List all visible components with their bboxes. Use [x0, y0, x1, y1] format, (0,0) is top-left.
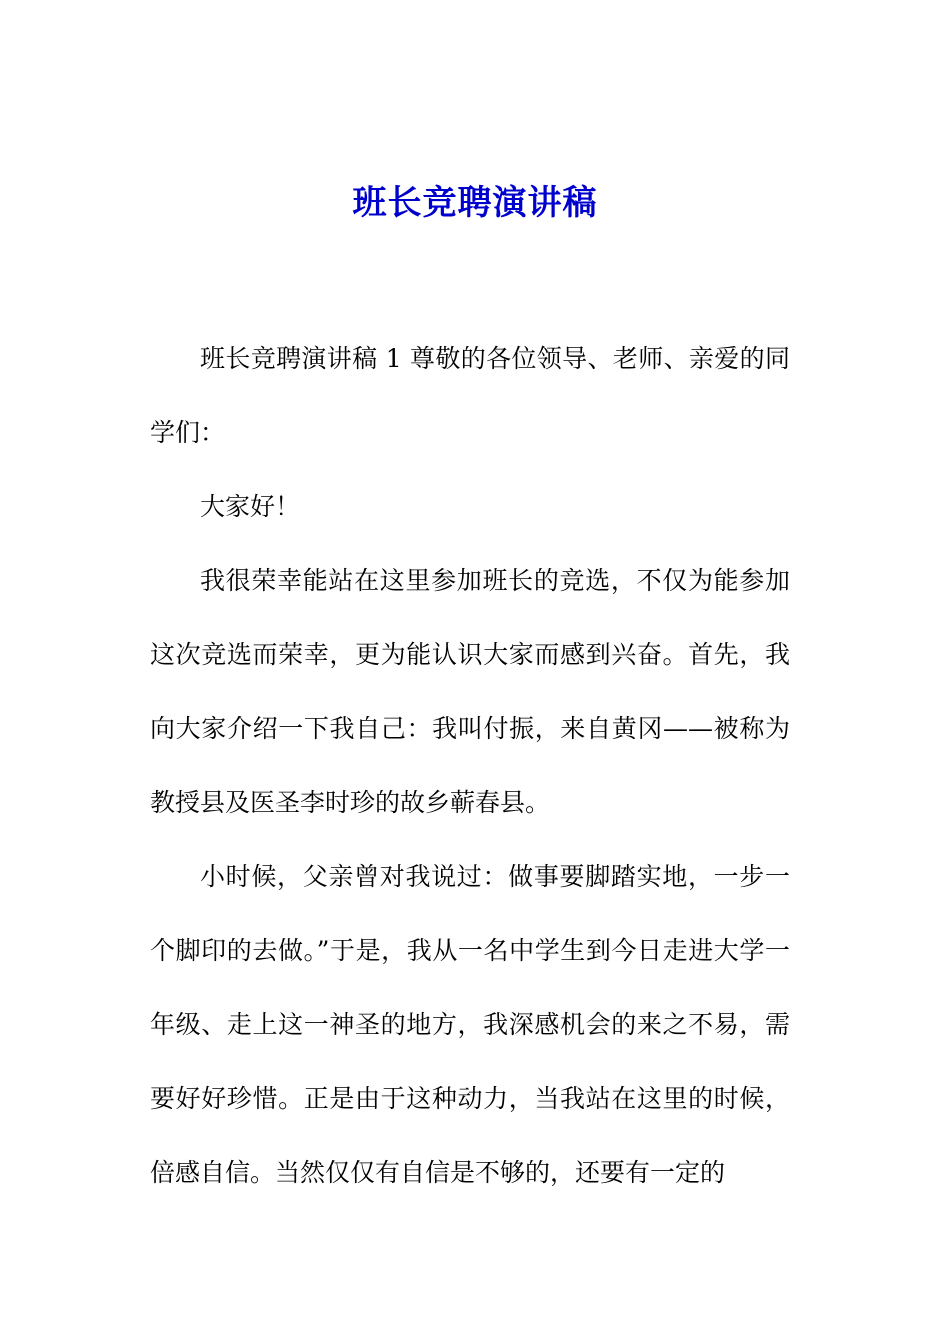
document-title: 班长竞聘演讲稿: [352, 183, 598, 223]
paragraph-hello: 大家好！: [200, 492, 301, 521]
paragraph-childhood: 小时候，父亲曾对我说过：做事要脚踏实地，一步一个脚印的去做。”于是，我从一名中学生到今日走进大学一年级、走上这一神圣的地方，我深感机会的来之不易，需要好好珍惜。正是由于这种动力，当我站在这里的时候，倍感自信。当然仅仅有自信是不够的，还要有一定的: [150, 862, 790, 1187]
paragraph-introduction: 我很荣幸能站在这里参加班长的竞选，不仅为能参加这次竞选而荣幸，更为能认识大家而感到兴奋。首先，我向大家介绍一下我自己：我叫付振，来自黄冈——被称为教授县及医圣李时珍的故乡蕲春县。: [150, 566, 790, 817]
document-body: [150, 322, 790, 1210]
paragraph-greeting-line: 班长竞聘演讲稿 1 尊敬的各位领导、老师、亲爱的同学们：: [150, 344, 790, 447]
